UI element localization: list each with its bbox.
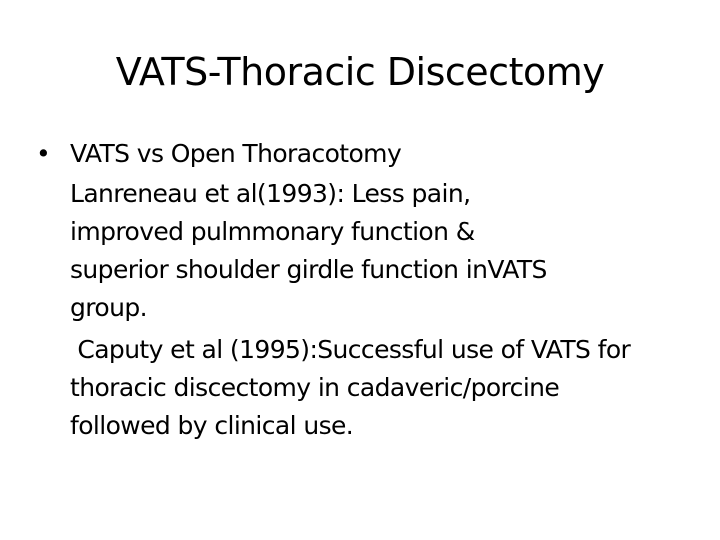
slide-title: VATS-Thoracic Discectomy <box>115 50 605 94</box>
paragraph-line: improved pulmmonary function & <box>70 217 475 246</box>
paragraph-line: Lanreneau et al(1993): Less pain, <box>70 179 471 208</box>
bullet-text: VATS vs Open Thoracotomy <box>70 139 402 168</box>
slide-body <box>36 135 696 445</box>
paragraph-caputy <box>36 331 696 445</box>
paragraph-line: followed by clinical use. <box>70 411 354 440</box>
paragraph-line: Caputy et al (1995):Successful use of VATS for <box>70 335 631 364</box>
paragraph-lanreneau <box>36 175 696 327</box>
paragraph-line: superior shoulder girdle function inVATS <box>70 255 547 284</box>
bullet-item <box>36 135 696 173</box>
paragraph-line: group. <box>70 293 147 322</box>
paragraph-line: thoracic discectomy in cadaveric/porcine <box>70 373 560 402</box>
bullet-icon: • <box>36 139 51 168</box>
